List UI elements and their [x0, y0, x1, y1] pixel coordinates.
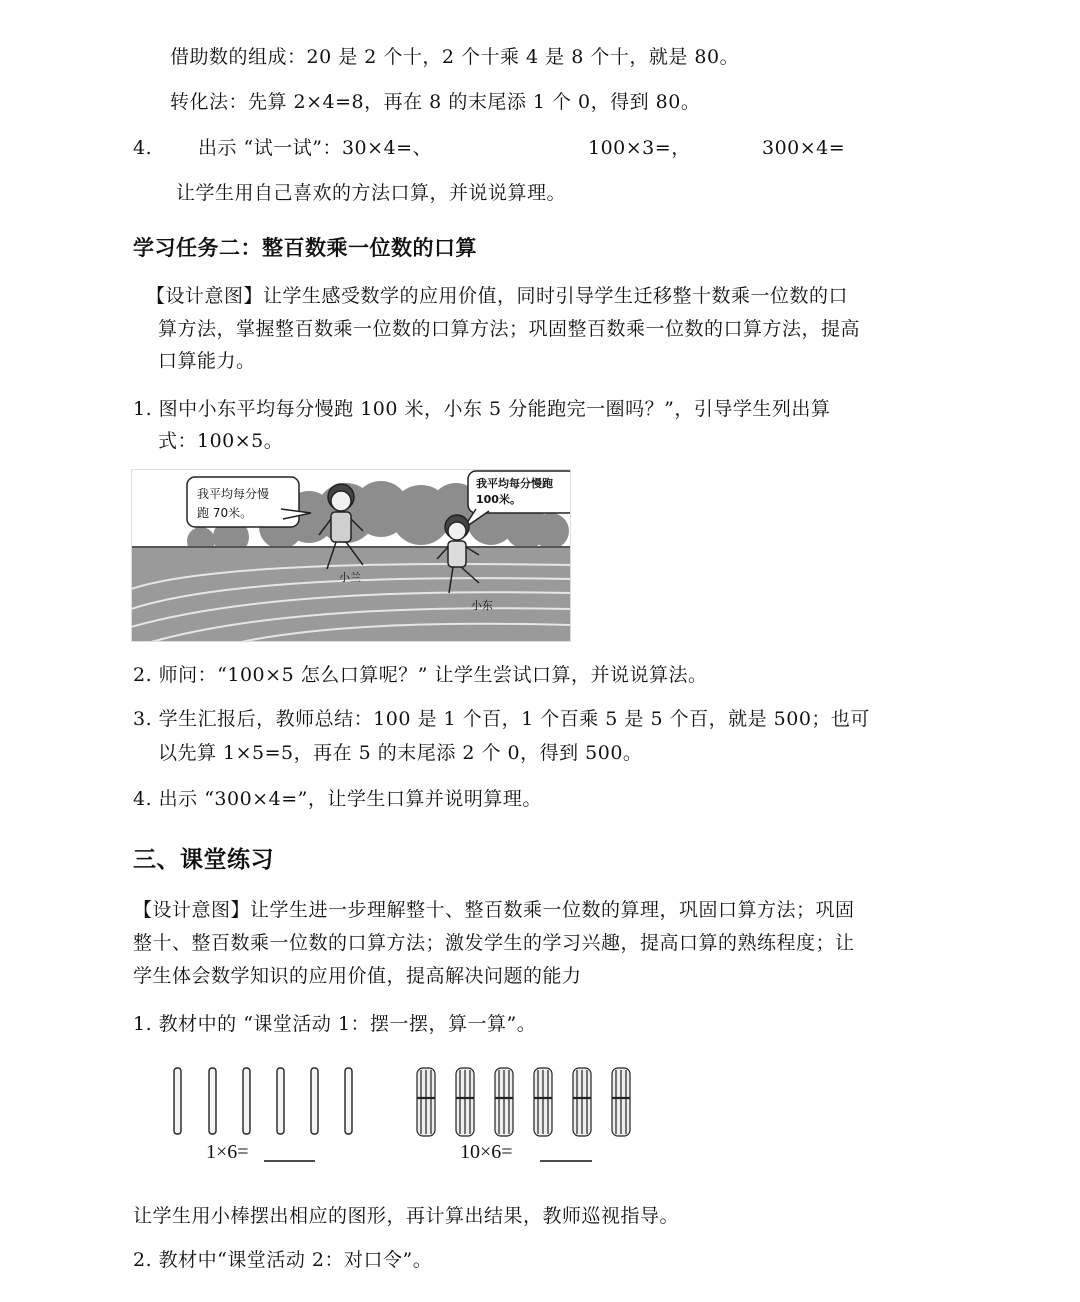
bubble-right-line-2: 100米。: [476, 493, 521, 506]
item-4-text: 出示 “试一试”：30×4=、: [198, 137, 433, 159]
task2-point-4: 4. 出示 “300×4=”，让学生口算并说明算理。: [133, 788, 542, 810]
section3-question-2: 2. 教材中“课堂活动 2：对口令”。: [133, 1249, 433, 1271]
section3-design-line-1: 【设计意图】让学生进一步理解整十、整百数乘一位数的算理，巩固口算方法；巩固: [133, 899, 855, 921]
free-method-line: 让学生用自己喜欢的方法口算，并说说算理。: [176, 182, 567, 204]
counting-sticks-illustration: [160, 1060, 640, 1170]
section3-question-1: 1. 教材中的 “课堂活动 1：摆一摆，算一算”。: [133, 1013, 537, 1035]
bubble-right-line-1: 我平均每分慢跑: [476, 477, 553, 490]
item-4-number: 4.: [133, 137, 153, 159]
speech-bubble-left: [187, 477, 311, 527]
conversion-method-line: 转化法：先算 2×4=8，再在 8 的末尾添 1 个 0，得到 80。: [170, 91, 701, 113]
item-4-expression-c: 300×4=: [762, 137, 846, 159]
section3-heading: 三、课堂练习: [133, 847, 274, 873]
task2-design-line-2: 算方法，掌握整百数乘一位数的口算方法；巩固整百数乘一位数的口算方法，提高: [158, 318, 861, 340]
runner-name-right: 小东: [471, 599, 493, 612]
bubble-left-line-1: 我平均每分慢: [197, 487, 270, 501]
equation-1x6: 1×6=: [206, 1141, 249, 1163]
single-sticks: [174, 1068, 352, 1134]
task2-point-1a: 1. 图中小东平均每分慢跑 100 米，小东 5 分能跑完一圈吗？”，引导学生列出算: [133, 398, 831, 420]
task2-design-line-1: 【设计意图】让学生感受数学的应用价值，同时引导学生迁移整十数乘一位数的口: [146, 285, 849, 307]
running-track-illustration: [131, 469, 571, 642]
bubble-left-line-2: 跑 70米。: [197, 506, 253, 520]
task2-design-line-3: 口算能力。: [158, 350, 256, 372]
item-4-expression-b: 100×3=，: [588, 137, 691, 159]
task2-point-2: 2. 师问：“100×5 怎么口算呢？” 让学生尝试口算，并说说算法。: [133, 664, 708, 686]
equation-10x6: 10×6=: [460, 1141, 513, 1163]
task2-point-3a: 3. 学生汇报后，教师总结：100 是 1 个百，1 个百乘 5 是 5 个百，就是 500；也可: [133, 708, 870, 730]
section3-instruction: 让学生用小棒摆出相应的图形，再计算出结果，教师巡视指导。: [133, 1205, 680, 1227]
task2-point-1b: 式：100×5。: [158, 430, 284, 452]
runner-name-left: 小兰: [339, 571, 361, 584]
section3-design-line-2: 整十、整百数乘一位数的口算方法；激发学生的学习兴趣，提高口算的熟练程度；让: [133, 932, 855, 954]
section3-design-line-3: 学生体会数学知识的应用价值，提高解决问题的能力: [133, 965, 582, 987]
task2-heading: 学习任务二：整百数乘一位数的口算: [133, 236, 477, 260]
task2-point-3b: 以先算 1×5=5，再在 5 的末尾添 2 个 0，得到 500。: [158, 742, 643, 764]
composition-method-line: 借助数的组成：20 是 2 个十，2 个十乘 4 是 8 个十，就是 80。: [170, 46, 740, 68]
stick-bundles: [417, 1068, 630, 1136]
